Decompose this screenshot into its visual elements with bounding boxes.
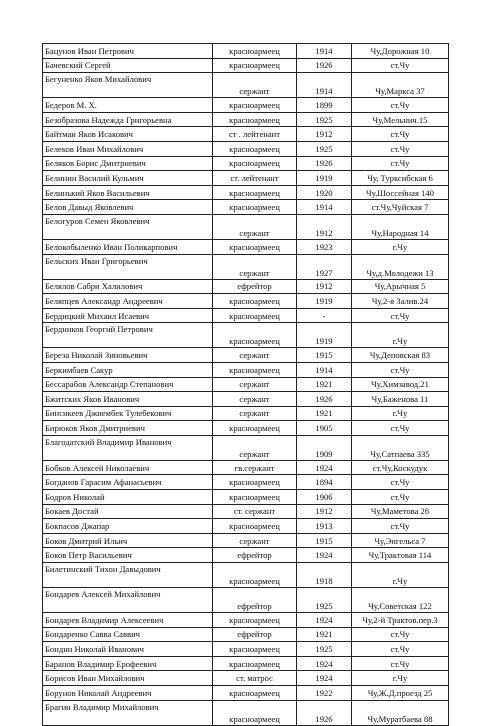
address-cell: г.Чу xyxy=(352,323,449,348)
rank-cell: красноармеец xyxy=(213,563,297,588)
year-cell: 1924 xyxy=(297,613,352,628)
rank-cell: ст. сержант xyxy=(213,504,297,519)
rank-cell: красноармеец xyxy=(213,421,297,436)
table-row xyxy=(43,563,449,588)
name-cell: Бокаев Достай xyxy=(43,504,213,519)
table-row xyxy=(43,200,449,215)
name-cell: Безобразова Надежда Григорьевна xyxy=(43,112,213,127)
year-cell: 1924 xyxy=(297,656,352,671)
year-cell: 1894 xyxy=(297,475,352,490)
year-cell: 1918 xyxy=(297,563,352,588)
name-cell: Бедеров М. Х. xyxy=(43,98,213,113)
table-row xyxy=(43,239,449,254)
year-cell: 1925 xyxy=(297,642,352,657)
address-cell: Чу,Народная 14 xyxy=(352,214,449,239)
year-cell: 1921 xyxy=(297,377,352,392)
table-row xyxy=(43,460,449,475)
rank-cell: сержант xyxy=(213,73,297,98)
address-cell: ст.Чу xyxy=(352,141,449,156)
year-cell: 1924 xyxy=(297,548,352,563)
address-cell: Чу,2-й Трактов.пер.3 xyxy=(352,613,449,628)
rank-cell: гв.сержант xyxy=(213,460,297,475)
year-cell: 1924 xyxy=(297,460,352,475)
year-cell: 1927 xyxy=(297,254,352,279)
table-row xyxy=(43,475,449,490)
name-cell: Бачевский Сергей xyxy=(43,58,213,73)
name-cell: Бельских Иван Григорьевич xyxy=(43,254,213,279)
name-cell: Бинсикеев Джиембек Тулебекович xyxy=(43,406,213,421)
name-cell: Богданов Гарасим Афанасьевич xyxy=(43,475,213,490)
address-cell: Чу,Деповская 83 xyxy=(352,348,449,363)
table-row xyxy=(43,700,449,725)
rank-cell: ст. лейтенант xyxy=(213,171,297,186)
rank-cell: красноармеец xyxy=(213,58,297,73)
rank-cell: ст. матрос xyxy=(213,671,297,686)
rank-cell: красноармеец xyxy=(213,700,297,725)
year-cell: 1914 xyxy=(297,73,352,98)
address-cell: ст.Чу xyxy=(352,519,449,534)
year-cell: 1926 xyxy=(297,58,352,73)
year-cell: - xyxy=(297,308,352,323)
name-cell: Береза Николай Зиновьевич xyxy=(43,348,213,363)
rank-cell: красноармеец xyxy=(213,98,297,113)
rank-cell: красноармеец xyxy=(213,490,297,505)
rank-cell: сержант xyxy=(213,377,297,392)
address-cell: Чу,Арычная 5 xyxy=(352,279,449,294)
address-cell: ст.Чу xyxy=(352,127,449,142)
year-cell: 1912 xyxy=(297,127,352,142)
name-cell: Бессарабов Александр Степанович xyxy=(43,377,213,392)
rank-cell: сержант xyxy=(213,348,297,363)
name-cell: Бжитских Яков Иванович xyxy=(43,392,213,407)
table-row xyxy=(43,519,449,534)
document-page xyxy=(42,43,448,726)
address-cell: ст.Чу xyxy=(352,475,449,490)
name-cell: Баранов Владимир Ерофеевич xyxy=(43,656,213,671)
year-cell: 1922 xyxy=(297,686,352,701)
year-cell: 1919 xyxy=(297,323,352,348)
year-cell: 1905 xyxy=(297,421,352,436)
year-cell: 1925 xyxy=(297,141,352,156)
name-cell: Боков Дмитрий Ильич xyxy=(43,533,213,548)
name-cell: Бобков Алексей Николаевич xyxy=(43,460,213,475)
table-row xyxy=(43,686,449,701)
year-cell: 1912 xyxy=(297,214,352,239)
name-cell: Бондарев Алексей Михайлович xyxy=(43,588,213,613)
rank-cell: красноармеец xyxy=(213,294,297,309)
address-cell: Чу,2-я Залив.24 xyxy=(352,294,449,309)
rank-cell: ефрейтор xyxy=(213,548,297,563)
table-row xyxy=(43,127,449,142)
year-cell: 1921 xyxy=(297,627,352,642)
address-cell: ст.Чу xyxy=(352,156,449,171)
year-cell: 1924 xyxy=(297,671,352,686)
year-cell: 1915 xyxy=(297,348,352,363)
rank-cell: красноармеец xyxy=(213,323,297,348)
rank-cell: ефрейтор xyxy=(213,279,297,294)
year-cell: 1912 xyxy=(297,279,352,294)
name-cell: Брагин Владимир Михайлович xyxy=(43,700,213,725)
table-row xyxy=(43,308,449,323)
address-cell: Чу,Муратбаева 88 xyxy=(352,700,449,725)
name-cell: Бондин Николай Иванович xyxy=(43,642,213,657)
year-cell: 1925 xyxy=(297,588,352,613)
name-cell: Борунов Николай Андреевич xyxy=(43,686,213,701)
table-row xyxy=(43,294,449,309)
address-cell: Чу,Баженова 11 xyxy=(352,392,449,407)
name-cell: Бацунов Иван Петрович xyxy=(43,44,213,59)
address-cell: ст.Чу xyxy=(352,490,449,505)
table-row xyxy=(43,112,449,127)
table-row xyxy=(43,141,449,156)
table-row xyxy=(43,392,449,407)
address-cell: ст.Чу xyxy=(352,58,449,73)
rank-cell: красноармеец xyxy=(213,362,297,377)
table-row xyxy=(43,362,449,377)
name-cell: Благодатский Владимир Иванович xyxy=(43,435,213,460)
table-row xyxy=(43,548,449,563)
rank-cell: красноармеец xyxy=(213,185,297,200)
address-cell: ст.Чу xyxy=(352,421,449,436)
name-cell: Бердников Георгий Петрович xyxy=(43,323,213,348)
rank-cell: красноармеец xyxy=(213,686,297,701)
name-cell: Бондарев Владимир Алексеевич xyxy=(43,613,213,628)
rank-cell: красноармеец xyxy=(213,519,297,534)
name-cell: Белокобыленко Иван Поликарпович xyxy=(43,239,213,254)
year-cell: 1914 xyxy=(297,44,352,59)
table-row xyxy=(43,156,449,171)
year-cell: 1914 xyxy=(297,362,352,377)
rank-cell: красноармеец xyxy=(213,44,297,59)
rank-cell: красноармеец xyxy=(213,141,297,156)
table-row xyxy=(43,185,449,200)
name-cell: Бодров Николай xyxy=(43,490,213,505)
table-row xyxy=(43,279,449,294)
address-cell: г.Чу xyxy=(352,239,449,254)
table-row xyxy=(43,642,449,657)
table-row xyxy=(43,671,449,686)
rank-cell: ефрейтор xyxy=(213,588,297,613)
address-cell: г.Чу xyxy=(352,563,449,588)
year-cell: 1912 xyxy=(297,504,352,519)
address-cell: Чу,Шоссейная 140 xyxy=(352,185,449,200)
year-cell: 1914 xyxy=(297,200,352,215)
rank-cell: красноармеец xyxy=(213,156,297,171)
name-cell: Белеков Иван Михайлович xyxy=(43,141,213,156)
roster-body xyxy=(43,44,449,726)
table-row xyxy=(43,58,449,73)
table-row xyxy=(43,98,449,113)
address-cell: ст.Чу xyxy=(352,627,449,642)
address-cell: Чу,Трактовая 114 xyxy=(352,548,449,563)
year-cell: 1926 xyxy=(297,392,352,407)
address-cell: ст.Чу xyxy=(352,362,449,377)
year-cell: 1899 xyxy=(297,98,352,113)
rank-cell: красноармеец xyxy=(213,613,297,628)
address-cell: ст.Чу,Коскудук xyxy=(352,460,449,475)
table-row xyxy=(43,588,449,613)
year-cell: 1926 xyxy=(297,156,352,171)
address-cell: Чу,Маркса 37 xyxy=(352,73,449,98)
address-cell: Чу,Химзавод.21 xyxy=(352,377,449,392)
rank-cell: красноармеец xyxy=(213,642,297,657)
table-row xyxy=(43,627,449,642)
name-cell: Байтман Яков Исакович xyxy=(43,127,213,142)
address-cell: ст.Чу xyxy=(352,308,449,323)
table-row xyxy=(43,490,449,505)
rank-cell: сержант xyxy=(213,214,297,239)
rank-cell: сержант xyxy=(213,533,297,548)
roster-table xyxy=(42,43,449,726)
year-cell: 1926 xyxy=(297,700,352,725)
rank-cell: красноармеец xyxy=(213,475,297,490)
name-cell: Беляпцев Александр Андреевич xyxy=(43,294,213,309)
address-cell: Чу,Сатпаева 335 xyxy=(352,435,449,460)
table-row xyxy=(43,435,449,460)
address-cell: Чу, Турксибская 6 xyxy=(352,171,449,186)
address-cell: Чу,Мельнич.15 xyxy=(352,112,449,127)
name-cell: Белов Давыд Яковлевич xyxy=(43,200,213,215)
rank-cell: сержант xyxy=(213,254,297,279)
name-cell: Белогуров Семен Яковлевич xyxy=(43,214,213,239)
rank-cell: красноармеец xyxy=(213,200,297,215)
rank-cell: сержант xyxy=(213,406,297,421)
name-cell: Билетинский Тихон Давыдович xyxy=(43,563,213,588)
table-row xyxy=(43,323,449,348)
name-cell: Беляков Борис Дмитриевич xyxy=(43,156,213,171)
table-row xyxy=(43,406,449,421)
year-cell: 1913 xyxy=(297,519,352,534)
address-cell: Чу,Дорожная 10 xyxy=(352,44,449,59)
name-cell: Боков Петр Васильевич xyxy=(43,548,213,563)
rank-cell: ст . лейтенант xyxy=(213,127,297,142)
year-cell: 1919 xyxy=(297,294,352,309)
table-row xyxy=(43,73,449,98)
address-cell: ст.Чу xyxy=(352,656,449,671)
rank-cell: красноармеец xyxy=(213,656,297,671)
rank-cell: красноармеец xyxy=(213,112,297,127)
table-row xyxy=(43,214,449,239)
table-row xyxy=(43,656,449,671)
name-cell: Белинин Василий Кульмич xyxy=(43,171,213,186)
address-cell: Чу,Советская 122 xyxy=(352,588,449,613)
year-cell: 1915 xyxy=(297,533,352,548)
address-cell: ст.Чу xyxy=(352,98,449,113)
table-row xyxy=(43,254,449,279)
table-row xyxy=(43,533,449,548)
table-row xyxy=(43,348,449,363)
name-cell: Белинький Яков Васильевич xyxy=(43,185,213,200)
table-row xyxy=(43,613,449,628)
address-cell: г.Чу xyxy=(352,671,449,686)
table-row xyxy=(43,377,449,392)
name-cell: Бондаренко Савва Саввич xyxy=(43,627,213,642)
address-cell: ст.Чу,Чуйская 7 xyxy=(352,200,449,215)
name-cell: Белялов Сабри Халилович xyxy=(43,279,213,294)
name-cell: Бегуненко Яков Михайлович xyxy=(43,73,213,98)
year-cell: 1921 xyxy=(297,406,352,421)
rank-cell: сержант xyxy=(213,435,297,460)
table-row xyxy=(43,44,449,59)
table-row xyxy=(43,421,449,436)
name-cell: Беркимбаев Сакур xyxy=(43,362,213,377)
year-cell: 1925 xyxy=(297,112,352,127)
rank-cell: ефрейтор xyxy=(213,627,297,642)
address-cell: Чу,Маметова 26 xyxy=(352,504,449,519)
address-cell: Чу,Ж.Д.проезд 25 xyxy=(352,686,449,701)
name-cell: Бирюков Яков Дмитриевич xyxy=(43,421,213,436)
name-cell: Бердицкий Михаил Исаевич xyxy=(43,308,213,323)
year-cell: 1920 xyxy=(297,185,352,200)
address-cell: Чу,Энгельса 7 xyxy=(352,533,449,548)
table-row xyxy=(43,504,449,519)
name-cell: Бокпасов Джапар xyxy=(43,519,213,534)
year-cell: 1909 xyxy=(297,435,352,460)
address-cell: Чу,д.Молодежи 13 xyxy=(352,254,449,279)
year-cell: 1919 xyxy=(297,171,352,186)
name-cell: Борисов Иван Михайлович xyxy=(43,671,213,686)
address-cell: г.Чу xyxy=(352,406,449,421)
address-cell: ст.Чу xyxy=(352,642,449,657)
table-row xyxy=(43,171,449,186)
rank-cell: сержант xyxy=(213,392,297,407)
year-cell: 1906 xyxy=(297,490,352,505)
rank-cell: красноармеец xyxy=(213,308,297,323)
rank-cell: красноармеец xyxy=(213,239,297,254)
year-cell: 1923 xyxy=(297,239,352,254)
